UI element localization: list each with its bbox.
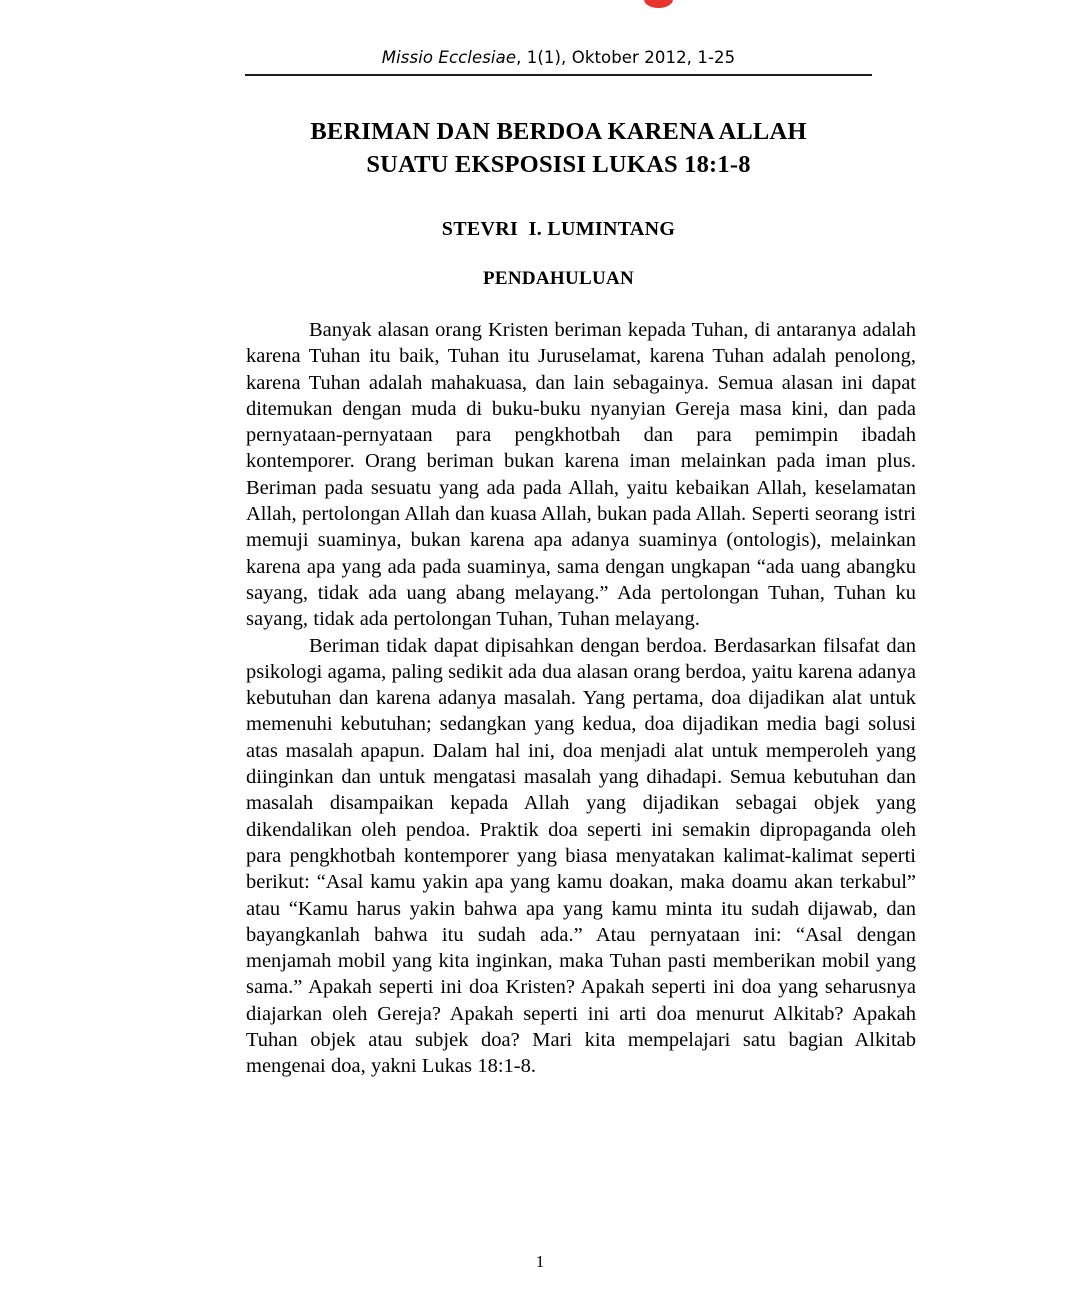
page-title: [245, 116, 872, 181]
journal-issue-info: , 1(1), Oktober 2012, 1-25: [516, 48, 736, 67]
title-block: [245, 100, 872, 241]
title-line-2: SUATU EKSPOSISI LUKAS 18:1-8: [366, 150, 751, 178]
journal-name: Missio Ecclesiae: [381, 48, 517, 67]
red-logo-mark-icon: [644, 0, 673, 8]
paragraph-2: Beriman tidak dapat dipisahkan dengan berdoa. Berdasarkan filsafat dan psikologi agama, paling sedikit ada dua alasan orang berdoa, yaitu karena adanya kebutuhan dan karena adanya masalah. Yang pertama, doa dijadikan alat untuk memenuhi kebutuhan; sedangkan yang kedua, doa dijadikan media bagi solusi atas masalah apapun. Dalam hal ini, doa menjadi alat untuk memperoleh yang diinginkan dan untuk mengatasi masalah yang dihadapi. Semua kebutuhan dan masalah disampaikan kepada Allah yang dijadikan sebagai objek yang dikendalikan oleh pendoa. Praktik doa seperti ini semakin dipropaganda oleh para pengkhotbah kontemporer yang biasa menyatakan kalimat-kalimat seperti berikut: “Asal kamu yakin apa yang kamu doakan, maka doamu akan terkabul” atau “Kamu harus yakin bahwa apa yang kamu minta itu sudah dijawab, dan bayangkanlah bahwa itu sudah ada.” Atau pernyataan ini: “Asal dengan menjamah mobil yang kita inginkan, maka Tuhan pasti memberikan mobil yang sama.” Apakah seperti ini doa Kristen? Apakah seperti ini doa yang seharusnya diajarkan oleh Gereja? Apakah seperti ini arti doa menurut Alkitab? Apakah Tuhan objek atau subjek doa? Mari kita mempelajari satu bagian Alkitab mengenai doa, yakni Lukas 18:1-8.: [246, 634, 916, 1078]
title-line-1: BERIMAN DAN BERDOA KARENA ALLAH: [310, 118, 807, 146]
body-text: [246, 317, 916, 1080]
page-number: 1: [535, 1252, 545, 1271]
author-name: STEVRI I. LUMINTANG: [441, 218, 676, 241]
paragraph-1: Banyak alasan orang Kristen beriman kepada Tuhan, di antaranya adalah karena Tuhan itu baik, Tuhan itu Juruselamat, karena Tuhan adalah penolong, karena Tuhan adalah mahakuasa, dan lain sebagainya. Semua alasan ini dapat ditemukan dengan muda di buku-buku nyanyian Gereja masa kini, dan pada pernyataan-pernyataan para pengkhotbah dan para pemimpin ibadah kontemporer. Orang beriman bukan karena iman melainkan pada iman plus. Beriman pada sesuatu yang ada pada Allah, yaitu kebaikan Allah, keselamatan Allah, pertolongan Allah dan kuasa Allah, bukan pada Allah. Seperti seorang istri memuji suaminya, bukan karena apa adanya suaminya (ontologis), melainkan karena apa yang ada pada suaminya, sama dengan ungkapan “ada uang abangku sayang, tidak ada uang abang melayang.” Ada pertolongan Tuhan, Tuhan ku sayang, tidak ada pertolongan Tuhan, Tuhan melayang.: [246, 319, 916, 631]
section-heading-pendahuluan: PENDAHULUAN: [482, 268, 635, 289]
running-head: [245, 48, 872, 67]
header-divider: [245, 74, 872, 76]
